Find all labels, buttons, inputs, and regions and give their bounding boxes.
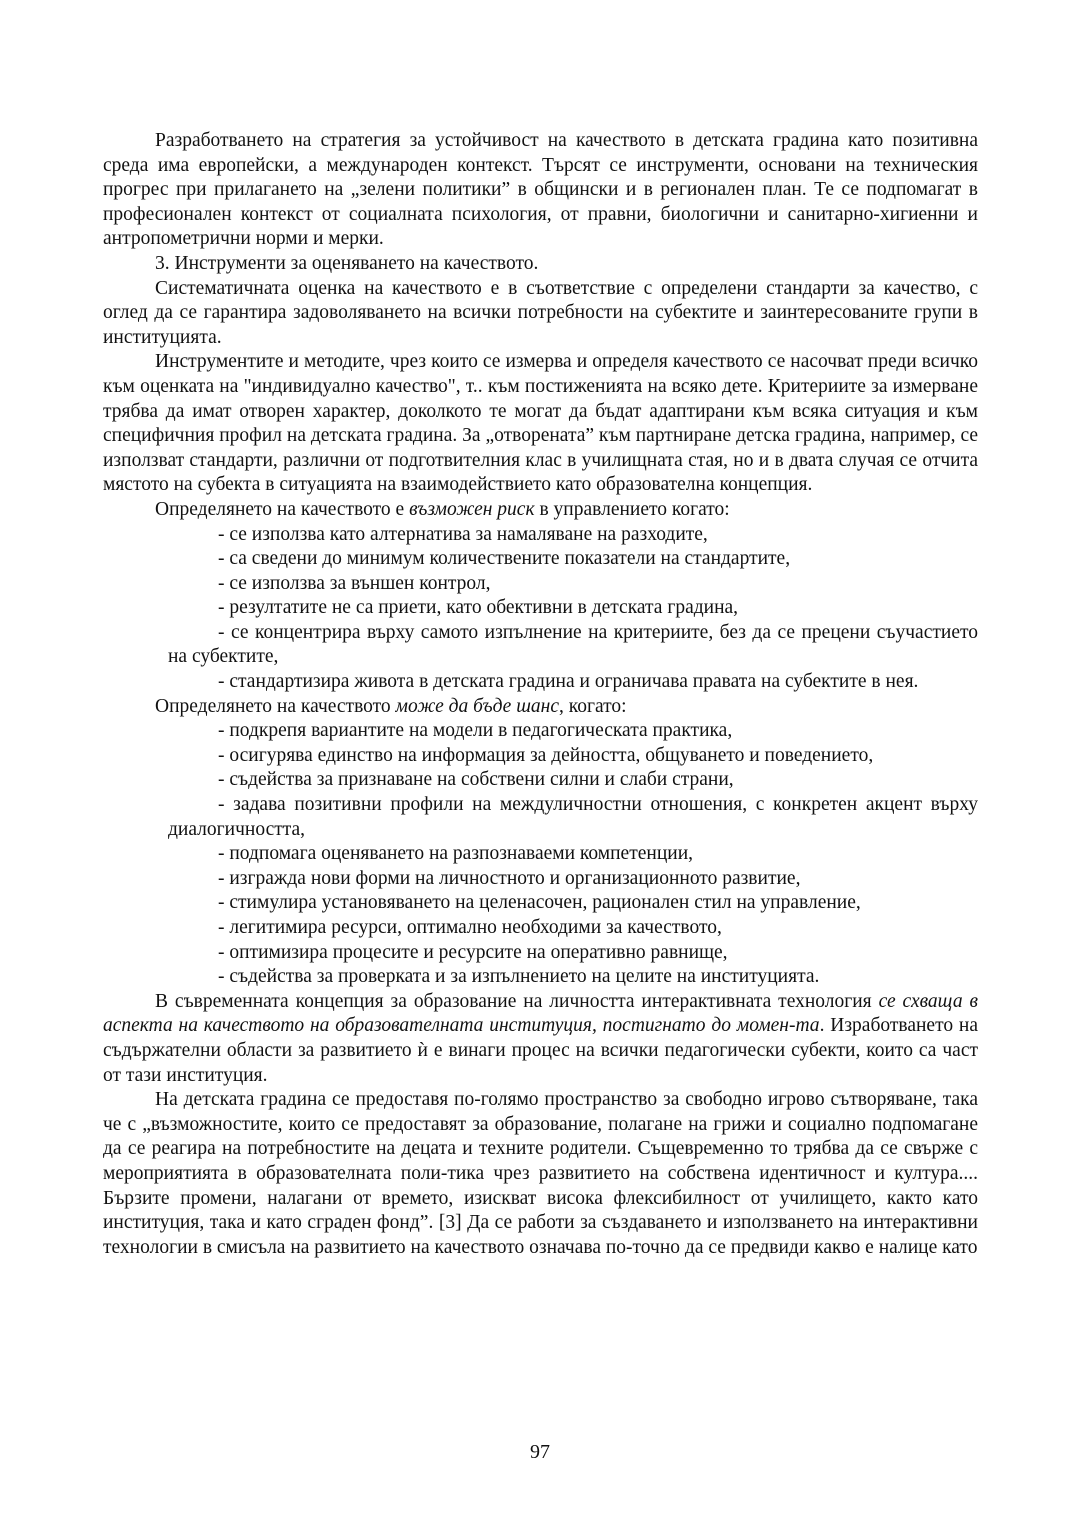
paragraph-chance-intro [103,695,978,720]
chance-list-item: - съдейства за проверката и за изпълнението на целите на институцията. [218,966,820,988]
section-heading-3: 3. Инструменти за оценяването на качеството. [155,252,539,274]
chance-list-item: - стимулира установяването на целенасочен, рационален стил на управление, [218,892,861,914]
risk-intro-text-b: в управлениeто когато: [534,498,730,520]
risk-list-item: - се използва като алтернатива за намаляване на разходите, [218,523,708,545]
risk-intro-text-a: Определянето на качеството е [155,498,410,520]
risk-list-item: - се използва за външен контрол, [218,572,491,594]
paragraph-instruments-methods: Инструментите и методите, чрез които се измерва и определя качеството се насочват преди всичко към оценката на "индивидуално качество", т.. към постиженията на всяко дете. Критериите за измерване трябва да имат отворен характер, доколкото те могат да бъдат адаптирани към всяка ситуация и към специфичния профил на детската градина. За „отворената” към партниране детска градина, например, се използват стандарти, различни от подготвителния клас в училищната стая, но и в двата случая се отчита мястото на субекта в ситуацията на взаимодействието като образователна концепция. [103,351,978,496]
paragraph-sustainability: Разработването на стратегия за устойчивост на качеството в детската градина като позитивна среда има европейски, а международен контекст. Търсят се инструменти, основани на техническия прогрес при прилагането на „зелени политики” в общински и в регионален план. Те се подпомагат в професионален контекст от социалната психология, от правни, биологични и санитарно-хигиенни и антропометрични норми и мерки. [103,130,978,250]
page-number: 97 [530,1441,550,1463]
risk-intro-emphasis: възможен риск [409,498,535,520]
risk-list-item: - се концентрира върху самото изпълнение на критериите, без да се прецени съучастието на субектите, [168,621,978,668]
chance-list-item: - задава позитивни профили на междуличностни отношения, с конкретен акцент върху диалогичността, [168,794,978,840]
paragraph-systematic-assessment: Систематичната оценка на качеството е в съответствие с определени стандарти за качество, с оглед да се гарантира задоволяването на всички потребности на субектите и заинтересованите групи в институцията. [103,277,978,348]
paragraph-modern-concept [103,990,978,1088]
chance-list-item: - съдейства за признаване на собствени силни и слаби страни, [218,769,734,791]
risk-list-item: - са сведени до минимум количествените показатели на стандартите, [218,548,791,570]
chance-list-item: - подпомага оценяването на разпознаваеми компетенции, [218,843,693,865]
paragraph-risk-intro [103,498,978,523]
chance-list-item: - подкрепя вариантите на модели в педагогическата практика, [218,720,733,742]
chance-list-item: - изгражда нови форми на личностното и организационното развитие, [218,867,801,889]
chance-intro-emphasis: може да бъде шанс [395,695,560,717]
modern-concept-emphasis: се схваща в аспекта на качеството на образователната институция, постигнато до момен-та [103,990,979,1037]
paragraph-kindergarten-space: На детската градина се предоставя по-голямо пространство за свободно игрово сътворяване, така че с „възможностите, които се предоставят за образование, полагане на грижи и социално подпомагане да се реагира на потребностите на децата и техните родители. Същевременно то трябва да се свърже с мероприятията в образователната поли-тика чрез развитието на собствена идентичност и култура.... Бързите промени, налагани от времето, изискват висока флексибилност от училището, както като институция, така и като сграден фонд”. [3] Да се работи за създаването и използването на интерактивни технологии в смисъла на развитието на качеството означава по-точно да се предвиди какво е налице като [103,1089,978,1258]
modern-concept-text-a: В съвременната концепция за образование на личността интерактивната технология [155,990,879,1012]
chance-intro-text-b: , когато: [559,695,627,717]
modern-concept-text-b: . Изработването на съдържателни области за развитието ѝ е винаги процес на всички педагогически субекти, които са част от тази институция. [103,1015,978,1086]
risk-list-item: - стандартизира живота в детската градина и ограничава правата на субектите в нея. [218,671,919,693]
page-body [103,129,978,1260]
chance-list-item: - оптимизира процесите и ресурсите на оперативно равнище, [218,941,728,963]
chance-list-item: - легитимира ресурси, оптимално необходими за качеството, [218,917,722,938]
chance-intro-text-a: Определянето на качеството [155,695,396,717]
chance-list-item: - осигурява единство на информация за дейността, общуването и поведението, [218,744,874,766]
risk-list-item: - резултатите не са приети, като обективни в детската градина, [218,597,739,619]
